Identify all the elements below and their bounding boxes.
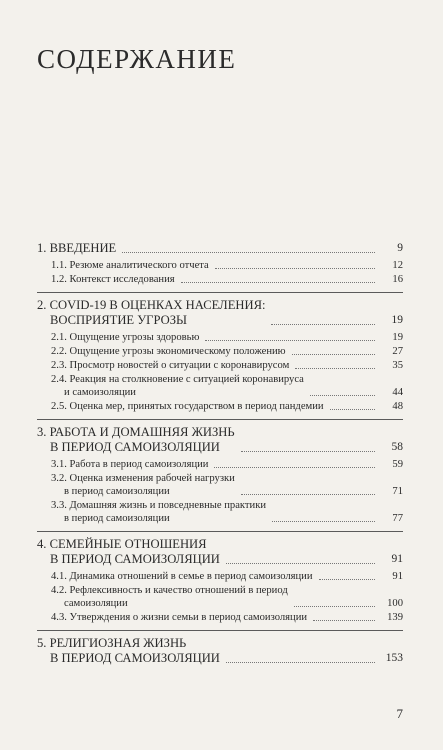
dot-leader bbox=[271, 324, 375, 325]
toc-subsection-entry[interactable] bbox=[37, 570, 403, 583]
dot-leader bbox=[205, 340, 375, 341]
toc-subsection-entry[interactable] bbox=[37, 499, 403, 525]
toc-subsection-entry[interactable] bbox=[37, 400, 403, 413]
dot-leader bbox=[226, 662, 375, 663]
toc-page-number: 19 bbox=[392, 332, 403, 343]
toc-page-number: 9 bbox=[397, 242, 403, 254]
toc-subsection-title-line: 2.2. Ощущение угрозы экономическому положению bbox=[51, 346, 286, 357]
toc-subsection-title bbox=[51, 273, 175, 286]
dot-leader bbox=[181, 282, 375, 283]
toc-page-number: 71 bbox=[392, 486, 403, 497]
toc-subsection-title-line: 2.3. Просмотр новостей о ситуации с коронавирусом bbox=[51, 360, 290, 371]
toc-subsection-entry[interactable] bbox=[37, 345, 403, 358]
toc-page-number: 58 bbox=[391, 441, 403, 453]
toc-section bbox=[37, 420, 403, 532]
toc-page-number: 100 bbox=[387, 598, 403, 609]
toc-subsection-title-line: самоизоляции bbox=[64, 598, 128, 609]
toc-subsection-title bbox=[51, 259, 209, 272]
toc-subsection-title-line: 3.3. Домашняя жизнь и повседневные практики bbox=[51, 500, 267, 511]
toc-subsection-title-line: 2.1. Ощущение угрозы здоровью bbox=[51, 332, 200, 343]
toc-subsection-title bbox=[51, 472, 235, 498]
page-title: СОДЕРЖАНИЕ bbox=[37, 44, 237, 74]
toc-subsection-entry[interactable] bbox=[37, 611, 403, 624]
toc-page-number: 91 bbox=[392, 571, 403, 582]
dot-leader bbox=[313, 620, 375, 621]
toc-subsection-title bbox=[51, 458, 208, 471]
dot-leader bbox=[226, 563, 375, 564]
toc-subsection-title-line: 4.2. Рефлексивность и качество отношений в период bbox=[51, 585, 288, 596]
toc-page-number: 91 bbox=[391, 553, 403, 565]
dot-leader bbox=[214, 467, 375, 468]
toc-subsection-title-line: 1.1. Резюме аналитического отчета bbox=[51, 260, 209, 271]
page-number: 7 bbox=[396, 706, 403, 721]
toc-chapter-entry[interactable] bbox=[37, 425, 403, 455]
toc-subsection-title-line: в период самоизоляции bbox=[64, 513, 170, 524]
toc-page-number: 59 bbox=[392, 459, 403, 470]
toc-subsection-title bbox=[51, 611, 307, 624]
toc-chapter-title bbox=[37, 537, 220, 567]
toc-subsection-title-line: 2.4. Реакция на столкновение с ситуацией коронавируса bbox=[51, 374, 304, 385]
toc-subsection-entry[interactable] bbox=[37, 259, 403, 272]
dot-leader bbox=[241, 494, 375, 495]
toc-chapter-title-line: В ПЕРИОД САМОИЗОЛЯЦИИ bbox=[50, 552, 220, 566]
toc-chapter-title-line: В ПЕРИОД САМОИЗОЛЯЦИИ bbox=[50, 651, 220, 665]
toc-chapter-title-line: В ПЕРИОД САМОИЗОЛЯЦИИ bbox=[50, 440, 220, 454]
toc-chapter-title bbox=[37, 425, 235, 455]
toc-subsection-title bbox=[51, 345, 286, 358]
dot-leader bbox=[294, 606, 375, 607]
toc-subsection-entry[interactable] bbox=[37, 373, 403, 399]
dot-leader bbox=[295, 368, 375, 369]
toc-chapter-title-line: 4. СЕМЕЙНЫЕ ОТНОШЕНИЯ bbox=[37, 537, 207, 551]
toc-subsection-title bbox=[51, 331, 199, 344]
toc-page-number: 48 bbox=[392, 401, 403, 412]
toc-chapter-entry[interactable] bbox=[37, 241, 403, 256]
toc-subsection-title bbox=[51, 584, 288, 610]
toc-subsection-title-line: и самоизоляции bbox=[64, 387, 136, 398]
toc-subsection-title bbox=[51, 400, 324, 413]
toc-chapter-title bbox=[37, 298, 265, 328]
toc-subsection-title bbox=[51, 359, 289, 372]
toc-chapter-title-line: 2. COVID-19 В ОЦЕНКАХ НАСЕЛЕНИЯ: bbox=[37, 298, 266, 312]
toc-subsection-title-line: 4.3. Утверждения о жизни семьи в период самоизоляции bbox=[51, 612, 308, 623]
toc-page-number: 153 bbox=[385, 652, 403, 664]
toc-subsection-title bbox=[51, 373, 304, 399]
toc-chapter-title bbox=[37, 241, 116, 256]
toc-page-number: 12 bbox=[392, 260, 403, 271]
toc-page-number: 27 bbox=[392, 346, 403, 357]
toc-chapter-entry[interactable] bbox=[37, 537, 403, 567]
toc-subsection-title-line: 4.1. Динамика отношений в семье в период самоизоляции bbox=[51, 571, 313, 582]
toc-section bbox=[37, 532, 403, 631]
table-of-contents bbox=[37, 236, 403, 674]
toc-page-number: 44 bbox=[392, 387, 403, 398]
toc-section bbox=[37, 293, 403, 420]
toc-subsection-title-line: 2.5. Оценка мер, принятых государством в период пандемии bbox=[51, 401, 324, 412]
dot-leader bbox=[272, 521, 375, 522]
dot-leader bbox=[122, 252, 375, 253]
toc-section bbox=[37, 236, 403, 293]
toc-page-number: 16 bbox=[392, 274, 403, 285]
toc-subsection-entry[interactable] bbox=[37, 331, 403, 344]
toc-subsection-entry[interactable] bbox=[37, 458, 403, 471]
toc-section bbox=[37, 631, 403, 674]
toc-page-number: 35 bbox=[392, 360, 403, 371]
toc-chapter-entry[interactable] bbox=[37, 298, 403, 328]
toc-subsection-title-line: в период самоизоляции bbox=[64, 486, 170, 497]
toc-chapter-title bbox=[37, 636, 220, 666]
toc-subsection-entry[interactable] bbox=[37, 359, 403, 372]
toc-page-number: 19 bbox=[391, 314, 403, 326]
toc-subsection-entry[interactable] bbox=[37, 472, 403, 498]
dot-leader bbox=[292, 354, 375, 355]
dot-leader bbox=[319, 579, 375, 580]
toc-subsection-title-line: 3.1. Работа в период самоизоляции bbox=[51, 459, 209, 470]
dot-leader bbox=[215, 268, 375, 269]
dot-leader bbox=[241, 451, 375, 452]
toc-page-number: 139 bbox=[387, 612, 403, 623]
toc-chapter-title-line: 3. РАБОТА И ДОМАШНЯЯ ЖИЗНЬ bbox=[37, 425, 235, 439]
toc-subsection-title bbox=[51, 570, 313, 583]
toc-subsection-title bbox=[51, 499, 266, 525]
toc-chapter-title-line: 5. РЕЛИГИОЗНАЯ ЖИЗНЬ bbox=[37, 636, 187, 650]
dot-leader bbox=[330, 409, 375, 410]
toc-subsection-title-line: 3.2. Оценка изменения рабочей нагрузки bbox=[51, 473, 235, 484]
toc-subsection-entry[interactable] bbox=[37, 584, 403, 610]
toc-page-number: 77 bbox=[392, 513, 403, 524]
dot-leader bbox=[310, 395, 375, 396]
toc-subsection-title-line: 1.2. Контекст исследования bbox=[51, 274, 175, 285]
toc-chapter-title-line: 1. ВВЕДЕНИЕ bbox=[37, 241, 117, 255]
toc-chapter-title-line: ВОСПРИЯТИЕ УГРОЗЫ bbox=[50, 313, 188, 327]
toc-chapter-entry[interactable] bbox=[37, 636, 403, 666]
toc-subsection-entry[interactable] bbox=[37, 273, 403, 286]
